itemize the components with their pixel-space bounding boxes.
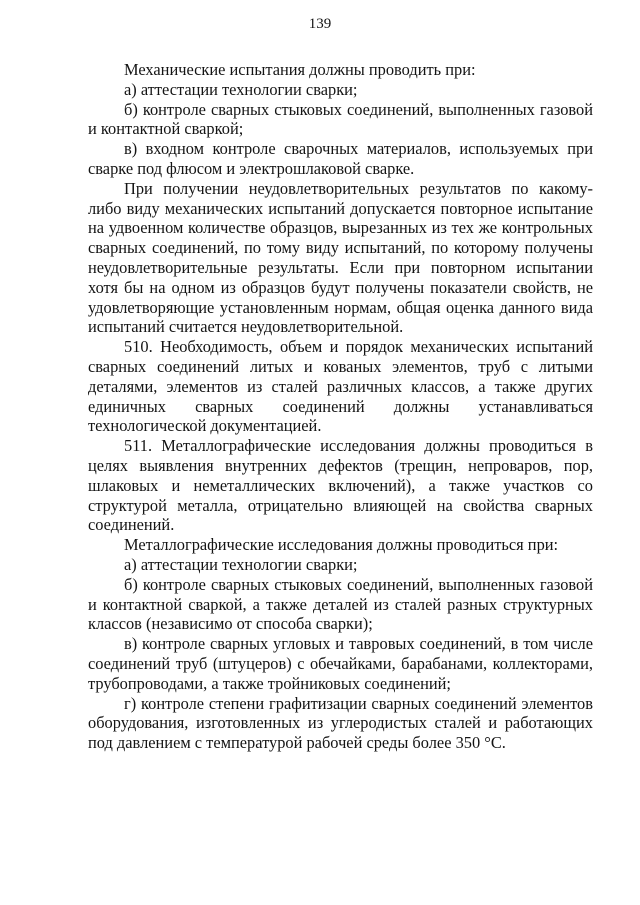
page-number: 139 [308, 16, 332, 32]
paragraph-metallographic-item-c: в) контроле сварных угловых и тавровых соединений, в том числе соединений труб (штуцеров) с обечайками, барабанами, коллекторами, трубопроводами, а также тройниковых соединений; [88, 634, 593, 693]
paragraph-metallographic-item-a: а) аттестации технологии сварки; [124, 554, 358, 574]
paragraph-item-b: б) контроле сварных стыковых соединений, выполненных газовой и контактной сваркой; [88, 99, 593, 139]
paragraph-unsatisfactory-results: При получении неудовлетворительных результатов по какому-либо виду механических испытаний допускается повторное испытание на удвоенном количестве образцов, вырезанных из тех же контрольных сварных соединений, по тому виду испытаний, по которому получены неудовлетворительные результаты. Если при повторном испытании хотя бы на одном из образцов будут получены показатели свойств, не удовлетворяющие установленным нормам, общая оценка данного вида испытаний считается неудовлетворительной. [88, 178, 593, 337]
paragraph-clause-510: 510. Необходимость, объем и порядок механических испытаний сварных соединений литых и кованых элементов, труб с литыми деталями, элементов из сталей различных классов, а также других единичных сварных соединений должны устанавливаться технологической документацией. [88, 337, 593, 436]
paragraph-intro-metallographic: Металлографические исследования должны проводиться при: [124, 535, 559, 555]
document-body [88, 60, 593, 753]
paragraph-item-a: а) аттестации технологии сварки; [124, 79, 358, 99]
paragraph-metallographic-item-d: г) контроле степени графитизации сварных соединений элементов оборудования, изготовленных из углеродистых сталей и работающих под давлением с температурой рабочей среды более 350 °С. [88, 693, 593, 753]
paragraph-clause-511: 511. Металлографические исследования должны проводиться в целях выявления внутренних дефектов (трещин, непроваров, пор, шлаковых и неметаллических включений), а также участков со структурой металла, отрицательно влияющей на свойства сварных соединений. [88, 436, 593, 535]
paragraph-metallographic-item-b: б) контроле сварных стыковых соединений, выполненных газовой и контактной сваркой, а также деталей из сталей разных структурных классов (независимо от способа сварки); [88, 574, 593, 634]
paragraph-item-c: в) входном контроле сварочных материалов, используемых при сварке под флюсом и электрошлаковой сварке. [88, 139, 593, 178]
paragraph-intro-mechanical-tests: Механические испытания должны проводить при: [124, 60, 476, 79]
